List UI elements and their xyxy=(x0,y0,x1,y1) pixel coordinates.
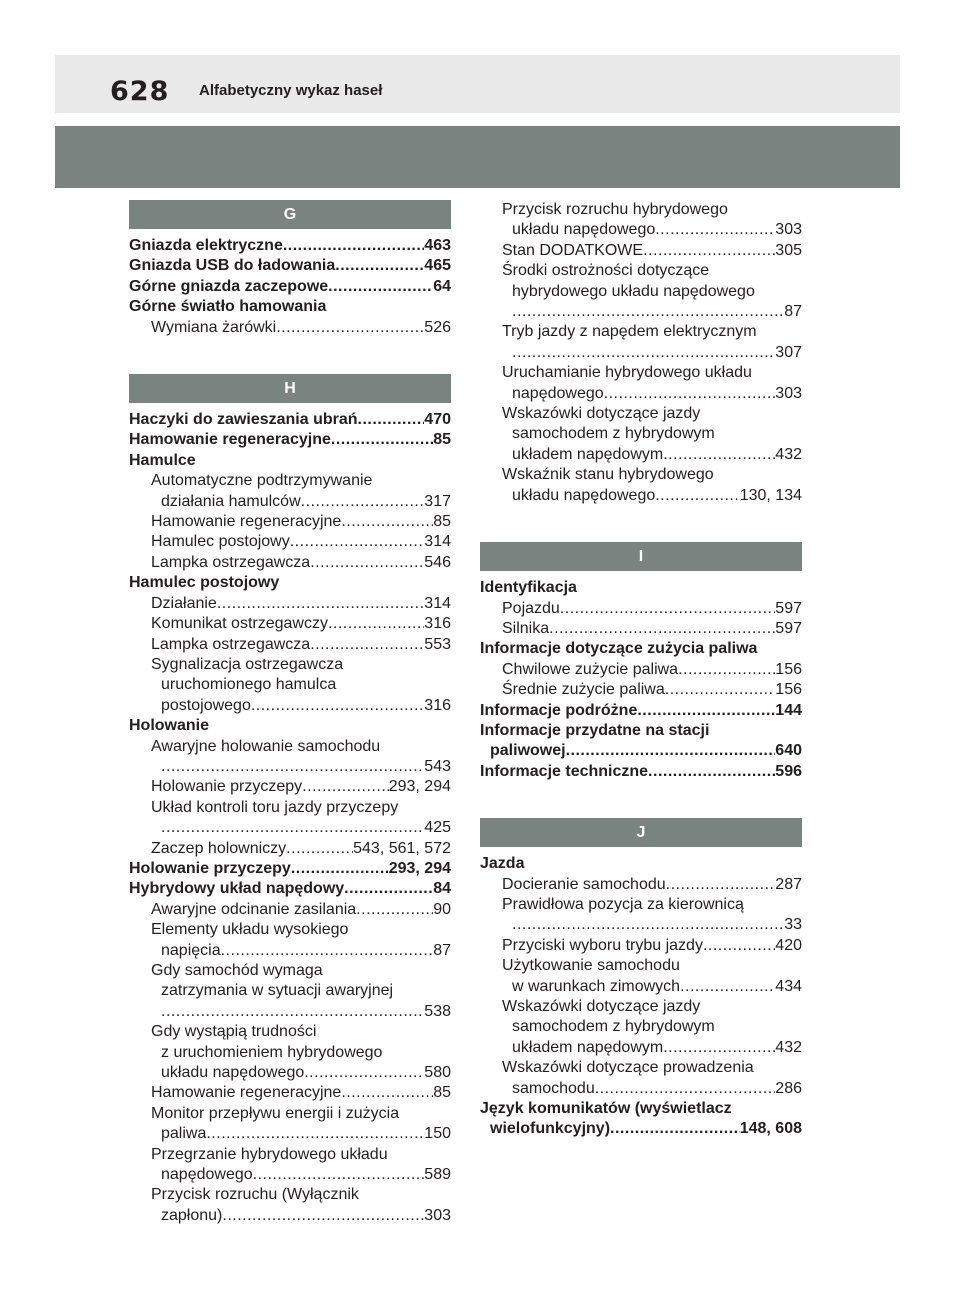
index-entry xyxy=(129,1185,451,1205)
entry-page: 150 xyxy=(424,1125,451,1143)
index-entry xyxy=(129,1002,451,1022)
entry-page: 148, 608 xyxy=(739,1120,802,1138)
section-letter: H xyxy=(129,374,451,403)
index-entry xyxy=(480,599,802,619)
dot-leader xyxy=(310,635,424,655)
index-entry xyxy=(480,639,802,659)
entry-page: 580 xyxy=(424,1064,451,1082)
entry-text: Przycisk rozruchu hybrydowego xyxy=(502,201,728,218)
entry-text: Pojazdu xyxy=(502,599,560,617)
index-entry xyxy=(129,696,451,716)
dot-leader xyxy=(666,875,776,895)
entry-text: Średnie zużycie paliwa xyxy=(502,681,665,699)
index-entry xyxy=(129,859,451,879)
index-entry xyxy=(480,343,802,363)
entry-text: Haczyki do zawieszania ubrań xyxy=(129,411,358,429)
dot-leader xyxy=(253,1165,425,1185)
index-entry xyxy=(480,895,802,915)
entry-text: Monitor przepływu energii i zużycia xyxy=(151,1104,400,1122)
index-entry xyxy=(480,1119,802,1139)
entry-text: Stan DODATKOWE xyxy=(502,241,644,259)
entry-text: napędowego xyxy=(512,384,604,402)
index-entry xyxy=(129,553,451,573)
entry-page: 538 xyxy=(424,1002,451,1020)
dot-leader xyxy=(304,1063,424,1083)
entry-text: Holowanie xyxy=(129,717,210,735)
dot-leader xyxy=(560,599,775,619)
index-entry xyxy=(480,741,802,761)
entry-text: paliwa xyxy=(161,1125,207,1143)
index-entry xyxy=(480,660,802,680)
dot-leader xyxy=(512,343,775,363)
index-entry xyxy=(129,798,451,818)
index-entry xyxy=(129,594,451,614)
index-entry xyxy=(480,1099,802,1119)
entry-page: 90 xyxy=(433,900,451,918)
index-entry xyxy=(480,680,802,700)
entry-page: 316 xyxy=(424,615,451,633)
dot-leader xyxy=(217,594,424,614)
dot-leader xyxy=(301,492,425,512)
index-entry xyxy=(480,261,802,281)
index-entry xyxy=(480,915,802,935)
entry-page: 470 xyxy=(424,411,451,429)
dot-leader xyxy=(291,859,389,879)
index-entry xyxy=(129,879,451,899)
entry-text: Przegrzanie hybrydowego układu xyxy=(151,1145,388,1163)
dot-leader xyxy=(341,512,433,532)
index-entry xyxy=(129,757,451,777)
entry-page: 432 xyxy=(775,445,802,463)
entry-page: 314 xyxy=(424,594,451,612)
entry-text: Holowanie przyczepy xyxy=(129,859,291,877)
index-entry xyxy=(129,737,451,757)
entry-text: Przyciski wyboru trybu jazdy xyxy=(502,936,703,954)
entry-text: Tryb jazdy z napędem elektrycznym xyxy=(502,323,757,341)
entry-text: Hamowanie regeneracyjne xyxy=(151,1084,342,1102)
entry-text: Lampka ostrzegawcza xyxy=(151,553,311,571)
entry-page: 543 xyxy=(424,757,451,775)
entry-page: 64 xyxy=(433,277,451,295)
entry-page: 303 xyxy=(775,384,802,402)
entry-page: 87 xyxy=(433,941,451,959)
entry-text: Górne światło hamowania xyxy=(129,298,327,316)
index-column-left xyxy=(129,200,451,1226)
entry-text: Chwilowe zużycie paliwa xyxy=(502,660,679,678)
section-letter: J xyxy=(480,818,802,847)
section-entries xyxy=(129,229,451,338)
dot-leader xyxy=(331,430,433,450)
dot-leader xyxy=(512,915,784,935)
entry-text: Wskazówki dotyczące jazdy xyxy=(502,405,701,423)
entry-page: 84 xyxy=(433,880,451,898)
entry-text: Hamowanie regeneracyjne xyxy=(129,431,331,449)
entry-page: 287 xyxy=(775,875,802,893)
entry-text: Wymiana żarówki xyxy=(151,318,277,336)
entry-page: 640 xyxy=(775,742,802,760)
index-entry xyxy=(129,920,451,940)
entry-page: 303 xyxy=(424,1206,451,1224)
index-entry xyxy=(129,256,451,276)
dot-leader xyxy=(549,619,775,639)
index-entry xyxy=(129,1022,451,1042)
entry-text: zapłonu) xyxy=(161,1206,223,1224)
index-entry xyxy=(129,941,451,961)
entry-page: 33 xyxy=(784,916,802,934)
dot-leader xyxy=(610,1119,740,1139)
index-entry xyxy=(129,512,451,532)
dot-leader xyxy=(665,680,776,700)
entry-page: 305 xyxy=(775,241,802,259)
entry-text: Elementy układu wysokiego xyxy=(151,921,349,939)
index-entry xyxy=(480,1079,802,1099)
continued-entries xyxy=(480,200,802,506)
entry-page: 432 xyxy=(775,1038,802,1056)
entry-text: działania hamulców xyxy=(161,492,301,510)
index-entry xyxy=(129,961,451,981)
dot-leader xyxy=(595,1079,776,1099)
index-entry xyxy=(129,716,451,736)
dot-leader xyxy=(283,236,424,256)
header-band xyxy=(55,126,900,188)
dot-leader xyxy=(276,318,424,338)
entry-text: Zaczep holowniczy xyxy=(151,839,287,857)
entry-page: 144 xyxy=(775,701,802,719)
index-entry xyxy=(129,655,451,675)
index-entry xyxy=(129,777,451,797)
entry-page: 286 xyxy=(775,1079,802,1097)
dot-leader xyxy=(655,486,739,506)
index-entry xyxy=(480,322,802,342)
entry-text: Język komunikatów (wyświetlacz xyxy=(480,1100,732,1118)
dot-leader xyxy=(604,384,776,404)
entry-text: układu napędowego xyxy=(161,1064,305,1082)
entry-text: Silnika xyxy=(502,619,550,637)
index-entry xyxy=(480,200,802,220)
entry-page: 543, 561, 572 xyxy=(353,839,451,857)
index-entry xyxy=(480,384,802,404)
dot-leader xyxy=(566,741,776,761)
index-entry xyxy=(480,619,802,639)
entry-page: 597 xyxy=(775,619,802,637)
entry-text: Górne gniazda zaczepowe xyxy=(129,277,329,295)
entry-page: 596 xyxy=(775,762,802,780)
running-title: Alfabetyczny wykaz haseł xyxy=(199,82,383,99)
dot-leader xyxy=(655,220,775,240)
index-entry xyxy=(129,675,451,695)
index-entry xyxy=(480,241,802,261)
entry-text: Gniazda USB do ładowania xyxy=(129,257,336,275)
entry-text: Wskaźnik stanu hybrydowego xyxy=(502,466,714,484)
index-entry xyxy=(480,977,802,997)
entry-page: 307 xyxy=(775,343,802,361)
entry-text: samochodem z hybrydowym xyxy=(512,1018,715,1036)
entry-text: Wskazówki dotyczące jazdy xyxy=(502,998,701,1015)
entry-page: 546 xyxy=(424,553,451,571)
dot-leader xyxy=(341,1083,433,1103)
index-column-right xyxy=(480,200,802,1140)
index-entry xyxy=(129,1104,451,1124)
entry-text: napędowego xyxy=(161,1166,253,1184)
entry-text: Informacje podróżne xyxy=(480,701,638,719)
index-entry xyxy=(129,297,451,317)
index-entry xyxy=(129,981,451,1001)
entry-text: Docieranie samochodu xyxy=(502,875,666,893)
index-entry xyxy=(129,900,451,920)
dot-leader xyxy=(161,818,424,838)
index-entry xyxy=(480,956,802,976)
index-entry xyxy=(129,839,451,859)
index-entry xyxy=(129,430,451,450)
entry-page: 85 xyxy=(433,513,451,531)
index-entry xyxy=(480,363,802,383)
section-letter: I xyxy=(480,542,802,571)
index-entry xyxy=(129,1165,451,1185)
entry-text: Komunikat ostrzegawczy xyxy=(151,615,328,633)
index-entry xyxy=(480,424,802,444)
entry-text: samochodu xyxy=(512,1079,595,1097)
dot-leader xyxy=(663,445,775,465)
entry-text: Hamulec postojowy xyxy=(129,574,280,592)
index-entry xyxy=(480,854,802,874)
index-entry xyxy=(480,1017,802,1037)
dot-leader xyxy=(222,1206,424,1226)
entry-page: 597 xyxy=(775,599,802,617)
entry-page: 130, 134 xyxy=(739,486,802,504)
index-entry xyxy=(480,762,802,782)
index-entry xyxy=(129,614,451,634)
dot-leader xyxy=(328,277,433,297)
entry-text: paliwowej xyxy=(490,742,566,760)
index-entry xyxy=(129,277,451,297)
index-entry xyxy=(480,875,802,895)
dot-leader xyxy=(678,660,775,680)
index-entry xyxy=(129,818,451,838)
index-entry xyxy=(129,1083,451,1103)
index-entry xyxy=(129,318,451,338)
entry-text: hybrydowego układu napędowego xyxy=(512,282,755,300)
entry-text: Hamulce xyxy=(129,451,196,469)
entry-page: 156 xyxy=(775,681,802,699)
entry-text: samochodem z hybrydowym xyxy=(512,425,715,443)
entry-text: układu napędowego xyxy=(512,486,656,504)
index-entry xyxy=(480,302,802,322)
index-entry xyxy=(480,404,802,424)
dot-leader xyxy=(356,900,433,920)
entry-text: Uruchamianie hybrydowego układu xyxy=(502,364,752,382)
dot-leader xyxy=(310,553,424,573)
index-entry xyxy=(129,451,451,471)
page-number: 628 xyxy=(110,76,170,107)
entry-page: 316 xyxy=(424,696,451,714)
entry-text: Sygnalizacja ostrzegawcza xyxy=(151,655,344,673)
entry-text: Układ kontroli toru jazdy przyczepy xyxy=(151,798,399,816)
entry-text: Hybrydowy układ napędowy xyxy=(129,880,345,898)
dot-leader xyxy=(680,977,775,997)
index-entry xyxy=(129,1063,451,1083)
entry-text: Prawidłowa pozycja za kierownicą xyxy=(502,895,744,913)
entry-page: 293, 294 xyxy=(388,859,451,877)
index-entry xyxy=(480,445,802,465)
index-entry xyxy=(129,1124,451,1144)
entry-page: 589 xyxy=(424,1166,451,1184)
index-entry xyxy=(129,532,451,552)
entry-text: uruchomionego hamulca xyxy=(161,676,337,694)
section-entries xyxy=(480,571,802,782)
entry-text: Awaryjne holowanie samochodu xyxy=(151,737,381,755)
entry-text: układem napędowym xyxy=(512,1038,664,1056)
index-entry xyxy=(480,578,802,598)
entry-page: 463 xyxy=(424,237,451,254)
dot-leader xyxy=(648,762,775,782)
index-entry xyxy=(480,936,802,956)
entry-page: 85 xyxy=(433,431,451,449)
dot-leader xyxy=(328,614,424,634)
dot-leader xyxy=(221,941,434,961)
index-entry xyxy=(480,282,802,302)
entry-page: 303 xyxy=(775,221,802,239)
entry-page: 526 xyxy=(424,318,451,336)
entry-text: Holowanie przyczepy xyxy=(151,778,303,796)
dot-leader xyxy=(663,1038,775,1058)
entry-text: Użytkowanie samochodu xyxy=(502,957,680,975)
entry-text: Gdy wystąpią trudności xyxy=(151,1023,317,1041)
index-entry xyxy=(129,492,451,512)
dot-leader xyxy=(344,879,433,899)
entry-text: Hamulec postojowy xyxy=(151,533,290,551)
entry-page: 465 xyxy=(424,257,451,275)
entry-page: 85 xyxy=(433,1084,451,1102)
entry-page: 434 xyxy=(775,977,802,995)
index-entry xyxy=(129,573,451,593)
dot-leader xyxy=(512,302,784,322)
entry-text: Lampka ostrzegawcza xyxy=(151,635,311,653)
index-entry xyxy=(480,220,802,240)
entry-text: napięcia xyxy=(161,941,221,959)
entry-text: Informacje techniczne xyxy=(480,762,649,780)
entry-text: zatrzymania w sytuacji awaryjnej xyxy=(161,982,394,1000)
index-entry xyxy=(129,236,451,256)
entry-text: Środki ostrożności dotyczące xyxy=(502,262,710,280)
entry-page: 314 xyxy=(424,533,451,551)
dot-leader xyxy=(643,241,775,261)
dot-leader xyxy=(703,936,775,956)
entry-text: wielofunkcyjny) xyxy=(490,1120,611,1138)
dot-leader xyxy=(206,1124,424,1144)
entry-text: w warunkach zimowych xyxy=(512,977,681,995)
entry-text: Awaryjne odcinanie zasilania xyxy=(151,900,357,918)
entry-text: układem napędowym xyxy=(512,445,664,463)
entry-text: postojowego xyxy=(161,696,251,714)
entry-text: Przycisk rozruchu (Wyłącznik xyxy=(151,1186,359,1204)
index-entry xyxy=(480,997,802,1017)
section-letter: G xyxy=(129,200,451,229)
dot-leader xyxy=(302,777,389,797)
entry-page: 156 xyxy=(775,660,802,678)
index-entry xyxy=(480,465,802,485)
index-entry xyxy=(129,635,451,655)
index-entry xyxy=(129,1043,451,1063)
dot-leader xyxy=(358,410,425,430)
dot-leader xyxy=(286,839,353,859)
entry-text: Hamowanie regeneracyjne xyxy=(151,513,342,531)
entry-page: 420 xyxy=(775,936,802,954)
header-bar xyxy=(55,55,900,113)
index-entry xyxy=(129,410,451,430)
dot-leader xyxy=(161,757,424,777)
index-entry xyxy=(480,486,802,506)
dot-leader xyxy=(335,256,424,276)
entry-page: 553 xyxy=(424,635,451,653)
section-entries xyxy=(480,847,802,1140)
index-entry xyxy=(129,1145,451,1165)
index-entry xyxy=(480,1038,802,1058)
entry-text: układu napędowego xyxy=(512,221,656,239)
entry-text: Wskazówki dotyczące prowadzenia xyxy=(502,1059,754,1077)
entry-page: 87 xyxy=(784,303,802,321)
dot-leader xyxy=(251,696,424,716)
entry-text: Działanie xyxy=(151,594,217,612)
index-entry xyxy=(129,1206,451,1226)
index-entry xyxy=(480,701,802,721)
entry-text: Informacje przydatne na stacji xyxy=(480,721,710,739)
index-entry xyxy=(480,1058,802,1078)
entry-page: 317 xyxy=(424,492,451,510)
section-entries xyxy=(129,403,451,1226)
entry-page: 293, 294 xyxy=(388,778,451,796)
index-entry xyxy=(129,471,451,491)
dot-leader xyxy=(637,701,775,721)
entry-text: Gdy samochód wymaga xyxy=(151,962,323,979)
entry-text: Gniazda elektryczne xyxy=(129,237,283,254)
index-entry xyxy=(480,721,802,741)
entry-text: Jazda xyxy=(480,855,525,873)
entry-text: Identyfikacja xyxy=(480,579,577,597)
entry-text: Automatyczne podtrzymywanie xyxy=(151,472,373,490)
entry-text: z uruchomieniem hybrydowego xyxy=(161,1043,383,1061)
dot-leader xyxy=(161,1002,424,1022)
entry-page: 425 xyxy=(424,819,451,837)
dot-leader xyxy=(290,532,425,552)
entry-text: Informacje dotyczące zużycia paliwa xyxy=(480,640,758,658)
